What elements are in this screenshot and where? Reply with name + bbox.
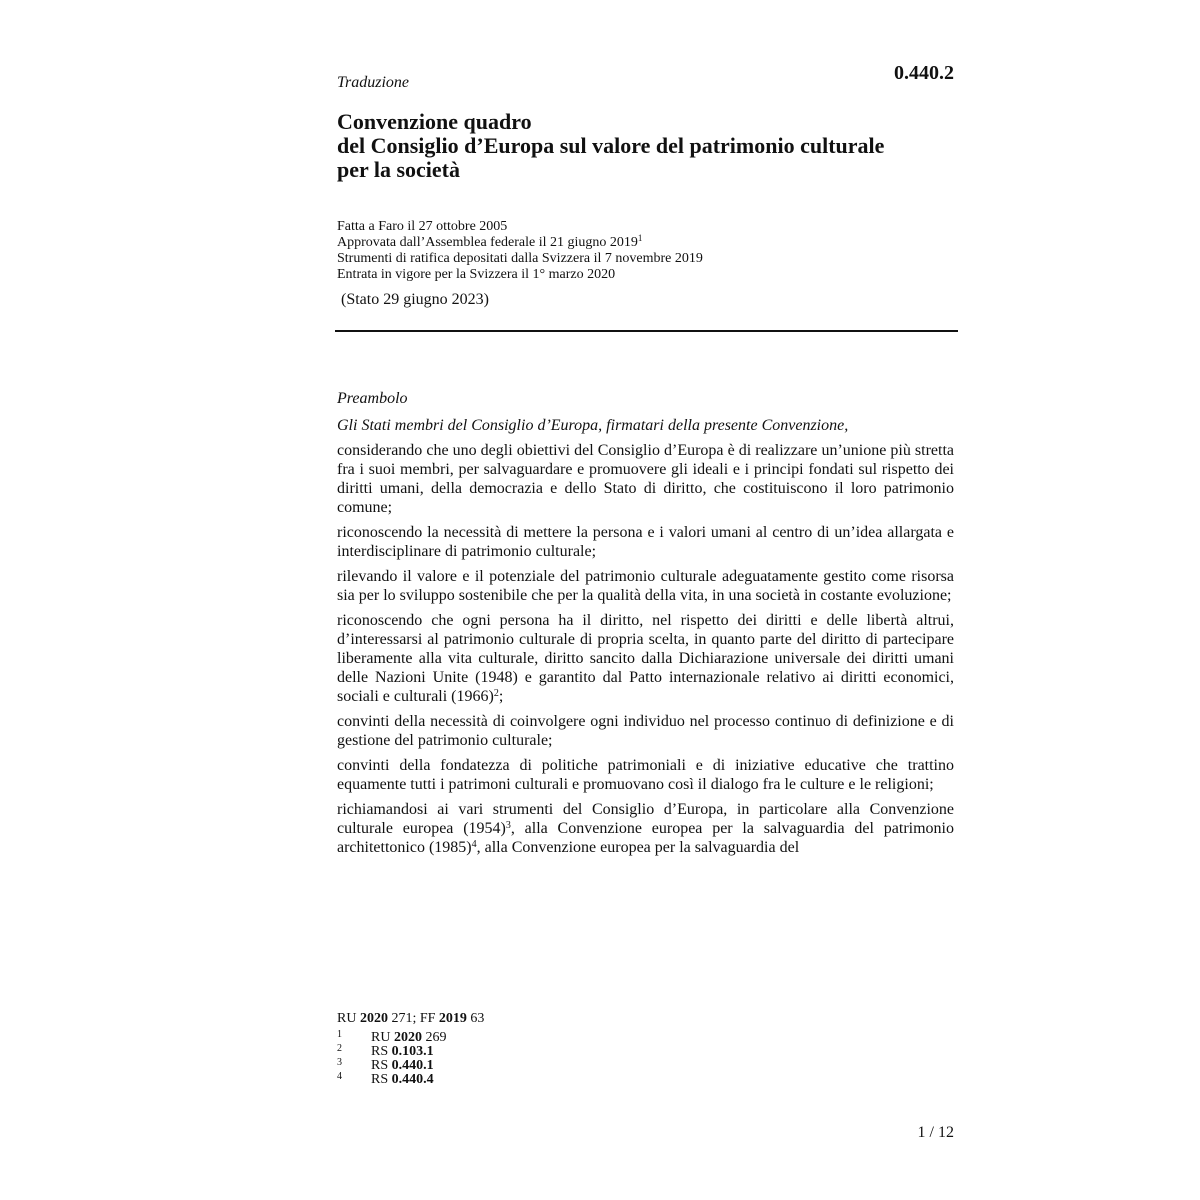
translation-label: Traduzione xyxy=(337,74,410,91)
footnote-prefix: RS xyxy=(371,1072,392,1087)
ref-end: 63 xyxy=(466,1011,485,1026)
preamble-paragraph-7-part-c: , alla Convenzione europea per la salvaguardia del xyxy=(476,839,800,856)
footnote-ref-2: 2 xyxy=(493,688,499,699)
preamble-paragraph-7 xyxy=(337,800,954,857)
page-number: 1 / 12 xyxy=(917,1124,954,1141)
meta-done-at: Fatta a Faro il 27 ottobre 2005 xyxy=(337,219,508,234)
footnote-ref-3: 3 xyxy=(505,820,511,831)
preamble-intro: Gli Stati membri del Consiglio d’Europa, firmatari della presente Convenzione, xyxy=(337,417,849,434)
ref-mid: 271; FF xyxy=(387,1011,439,1026)
footnote-bold: 0.103.1 xyxy=(391,1044,434,1059)
footnote-ref-1: 1 xyxy=(637,233,643,243)
footnote-prefix: RS xyxy=(371,1058,392,1073)
footnote-bold: 2020 xyxy=(393,1030,422,1045)
footnote-text xyxy=(371,1045,434,1059)
meta-entry-into-force: Entrata in vigore per la Svizzera il 1° marzo 2020 xyxy=(337,267,616,282)
preamble-paragraph-7-part-a: richiamandosi ai vari strumenti del Consiglio d’Europa, in particolare alla Convenzione culturale europea (1954) xyxy=(337,801,954,837)
footnote-bold: 0.440.1 xyxy=(391,1058,434,1073)
ref-ff-year: 2019 xyxy=(438,1011,467,1026)
meta-approved xyxy=(337,235,957,251)
preamble-paragraph-5: convinti della necessità di coinvolgere ogni individuo nel processo continuo di definizione e di gestione del patrimonio culturale; xyxy=(337,713,954,749)
footnote-number: 4 xyxy=(337,1071,342,1082)
ref-ru-label: RU xyxy=(337,1011,360,1026)
publication-reference xyxy=(337,1011,484,1027)
footnote-prefix: RU xyxy=(371,1030,394,1045)
footnote-number: 2 xyxy=(337,1043,342,1054)
ref-ru-year: 2020 xyxy=(359,1011,388,1026)
preamble-paragraph-7-part-b: , alla Convenzione europea per la salvaguardia del patrimonio architettonico (1985) xyxy=(337,820,954,856)
status-date: (Stato 29 giugno 2023) xyxy=(341,291,489,308)
footnote-suffix: 269 xyxy=(421,1030,447,1045)
footnote-prefix: RS xyxy=(371,1044,392,1059)
title-line-3: per la società xyxy=(337,157,461,182)
preamble-title: Preambolo xyxy=(337,390,408,407)
preamble-paragraph-4 xyxy=(337,611,954,706)
preamble-paragraph-6: convinti della fondatezza di politiche patrimoniali e di iniziative educative che trattino equamente tutti i patrimoni culturali e promuovano così il dialogo fra le culture e le religioni; xyxy=(337,757,954,793)
footnote-text xyxy=(371,1073,434,1087)
sr-number: 0.440.2 xyxy=(894,62,954,84)
title-line-1: Convenzione quadro xyxy=(337,109,532,134)
footnote-text xyxy=(371,1031,446,1045)
preamble-paragraph-2: riconoscendo la necessità di mettere la persona e i valori umani al centro di un’idea allargata e interdisciplinare di patrimonio culturale; xyxy=(337,524,954,560)
preamble-paragraph-3: rilevando il valore e il potenziale del patrimonio culturale adeguatamente gestito come risorsa sia per lo sviluppo sostenibile che per la qualità della vita, in una società in costante evoluzione; xyxy=(337,568,954,604)
footnote-bold: 0.440.4 xyxy=(391,1072,434,1087)
preamble-paragraph-1: considerando che uno degli obiettivi del Consiglio d’Europa è di realizzare un’unione più stretta fra i suoi membri, per salvaguardare e promuovere gli ideali e i principi fondati sul rispetto dei diritti umani, della democrazia e dello Stato di diritto, che costituiscono il loro patrimonio comune; xyxy=(337,442,954,516)
footnote-number: 1 xyxy=(337,1029,342,1040)
title-line-2: del Consiglio d’Europa sul valore del patrimonio culturale xyxy=(337,133,885,158)
preamble-section xyxy=(337,389,954,863)
meta-ratification: Strumenti di ratifica depositati dalla Svizzera il 7 novembre 2019 xyxy=(337,251,703,266)
preamble-paragraph-4-text: riconoscendo che ogni persona ha il diritto, nel rispetto dei diritti e delle libertà altrui, d’interessarsi al patrimonio culturale di propria scelta, in quanto parte del diritto di partecipare liberamente alla vita culturale, diritto sancito dalla Dichiarazione universale dei diritti umani delle Nazioni Unite (1948) e garantito dal Patto internazionale relativo ai diritti economici, sociali e culturali (1966) xyxy=(337,612,954,705)
footnote-text xyxy=(371,1059,434,1073)
preamble-paragraph-4-end: ; xyxy=(498,688,504,705)
footnote-number: 3 xyxy=(337,1057,342,1068)
document-title xyxy=(337,110,977,182)
footnote-ref-4: 4 xyxy=(471,839,477,850)
document-metadata xyxy=(337,219,957,283)
meta-approved-text: Approvata dall’Assemblea federale il 21 giugno 2019 xyxy=(337,235,638,250)
header-divider xyxy=(335,330,958,332)
